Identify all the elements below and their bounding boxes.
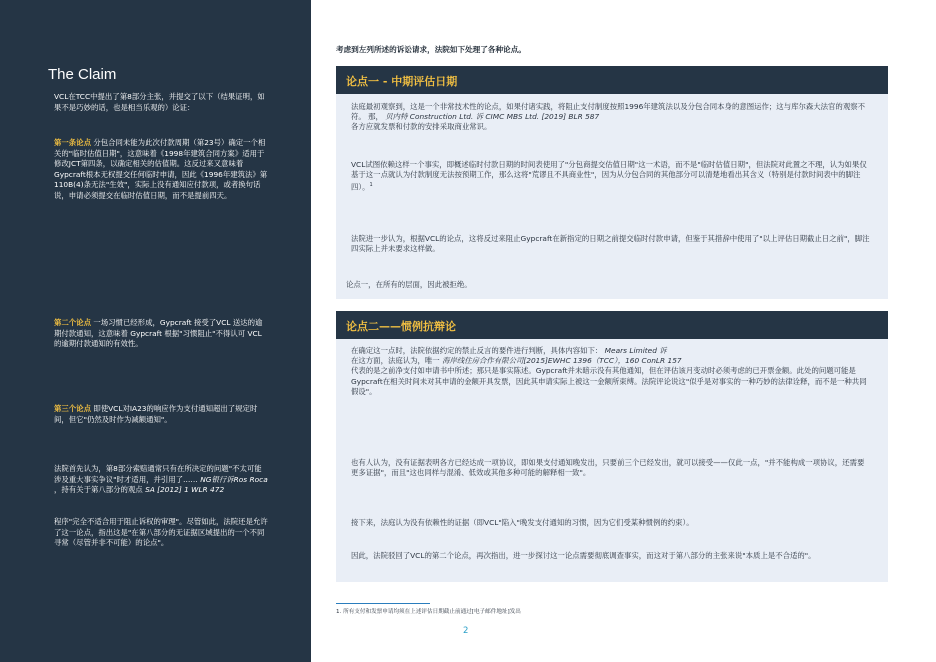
section-one-conclusion: 论点一，在所有的层面，因此被拒绝。 [346, 280, 472, 289]
argument-one-label: 第一条论点 [54, 138, 91, 147]
section-one-para-1-text: 法庭最初观察到，这是一个非常技术性的论点，如果付诸实践，将阻止支付制度按照1996年建筑法以及分包合同本身的意图运作；这与库尔森大法官的观察不符。 那， [351, 102, 865, 122]
footnote-divider [336, 603, 430, 604]
section-two-para-1-b: 在这方面，法庭认为，唯一 [351, 356, 440, 366]
claim-intro: VCL在TCC中提出了第8部分主张，并提交了以下（结果证明，如果不是巧妙的话，也是相当乐观的）论证： [54, 92, 265, 112]
argument-one-text: 分包合同未能为此次付款周期（第23号）确定一个相关的"临时估值日期"，这意味着《1998年建筑合同方案》适用于修改JCT第四条，以确定相关的估值期。这反过来又意味着Gypcraft根本无权提交任何临时申请，因此《1996年建筑法》第110B(4)条无法"生效"，实际上没有通知应付款项，或者换句话说，申请必须提交在临时估值日期，而不是提前四天。 [54, 138, 268, 200]
argument-three-label: 第三个论点 [54, 404, 91, 413]
claim-sidebar [0, 0, 311, 662]
section-one-para-1 [351, 102, 871, 133]
section-two-heading: 论点二——惯例抗辩论 [346, 320, 456, 333]
main-intro: 考虑到左列所述的诉讼请求，法院如下处理了各种论点。 [336, 45, 526, 54]
section-two-para-1-case2: 海岸线住房合作有限公司[2015]EWHC 1396（TCC），160 ConLR 157 [442, 356, 682, 366]
section-one-header [336, 66, 888, 94]
argument-two [54, 318, 268, 350]
section-two-para-1-c: 代表的是之前净支付如申请书中所述；那只是事实陈述。Gypcraft并未暗示没有其他通知，但在评估该月变动时必须考虑的已开票金额。此处的问题可能是Gypcraft在相关时间未对其申请的金额开具发票，因此其申请实际上被这一金额所束缚。法院评论说这"似乎是对事实的一种巧妙的法律诠释，而不是一种共同假设"。 [351, 366, 867, 396]
court-finding-case: NG银行诉Ros Roca [200, 474, 268, 484]
argument-three [54, 404, 268, 425]
section-one-para-2 [351, 160, 871, 193]
argument-one [54, 138, 268, 202]
argument-three-text: 即使VCL对IA23的响应作为支付通知超出了规定时间，但它"仍然及时作为减额通知"。 [54, 404, 258, 424]
section-one-para-2-text: VCL试图依赖这样一个事实，即概述临时付款日期的时间表使用了"分包商提交估值日期"这一术语，而不是"临时估值日期"，但法院对此置之不理，认为如果仅基于这一点就认为付款制度无法按预期工作，那么这将"荒谬且不具商业性"，因为从分包合同的其他部分可以清楚地看出其含义（特别是付款时间表中的脚注四）。 [351, 160, 867, 192]
court-finding-one [54, 464, 268, 496]
section-two-para-1-a: 在确定这一点时，法院依据约定的禁止反言的要件进行判断，具体内容如下： [351, 346, 603, 355]
court-finding-cont: ，持有关于第八部分的观点 [54, 485, 143, 495]
section-one-para-1-case: 贝内特 Construction Ltd. 诉 CIMC MBS Ltd. [2019] BLR 587 [385, 112, 600, 122]
section-one-para-3: 法院进一步认为，根据VCL的论点，这将反过来阻止Gypcraft在新指定的日期之前提交临时付款申请，但鉴于其措辞中使用了"以上评估日期截止日之前"，脚注四实际上并未要求这样做。 [351, 234, 870, 254]
section-one-para-1-cont: 各方应就发票和付款的安排采取商业常识。 [351, 122, 492, 132]
section-two-body [336, 339, 888, 582]
section-two-header [336, 311, 888, 339]
section-two-para-2: 也有人认为，没有证据表明各方已经达成一项协议，即如果支付通知晚发出，只要前三个已经发出，就可以接受——仅此一点，"并不能构成一项协议，还需要更多证据"，而且"这也同样与混淆、低效或其他多种可能的解释相一致"。 [351, 458, 865, 478]
court-finding-cite: SA [2012] 1 WLR 472 [145, 485, 225, 495]
court-finding-text: 法院首先认为，第8部分索赔通常只有在所决定的问题"不太可能涉及重大事实争议"时才适用，并引用了…… [54, 464, 262, 484]
section-two-para-3: 接下来，法庭认为没有依赖性的证据（即VCL"陷入"晚发支付通知的习惯，因为它们受某种惯例的约束）。 [351, 518, 694, 527]
section-two-para-1 [351, 346, 871, 397]
page-number: 2 [463, 626, 469, 636]
court-finding-two: 程序"完全不适合用于阻止诉权的审理"。尽管如此，法院还是允许了这一论点，指出这是"在第八部分的无证据区域提出的一个不同寻常（尽管并非不可能）的论点"。 [54, 517, 268, 548]
sidebar-title: The Claim [48, 66, 117, 83]
argument-two-text: 一场习惯已经形成，Gypcraft 接受了VCL 送达的逾期付款通知，这意味着 Gypcraft 根据"习惯阻止"不得认可 VCL 的逾期付款通知的有效性。 [54, 318, 263, 349]
argument-two-label: 第二个论点 [54, 318, 91, 327]
footnote: 1. 所有支付和发票申请均须在上述评估日期截止前通过[电子邮件地址]发出 [336, 609, 521, 615]
section-one-heading: 论点一 - 中期评估日期 [346, 75, 458, 88]
section-two-para-4: 因此，法院驳回了VCL的第二个论点，再次指出，进一步探讨这一论点需要彻底调查事实，而这对于第八部分的主张来说"本质上是不合适的"。 [351, 551, 816, 560]
section-one-body [336, 94, 888, 299]
section-two-para-1-case1: Mears Limited 诉 [604, 346, 667, 355]
footnote-ref: 1 [369, 182, 373, 189]
